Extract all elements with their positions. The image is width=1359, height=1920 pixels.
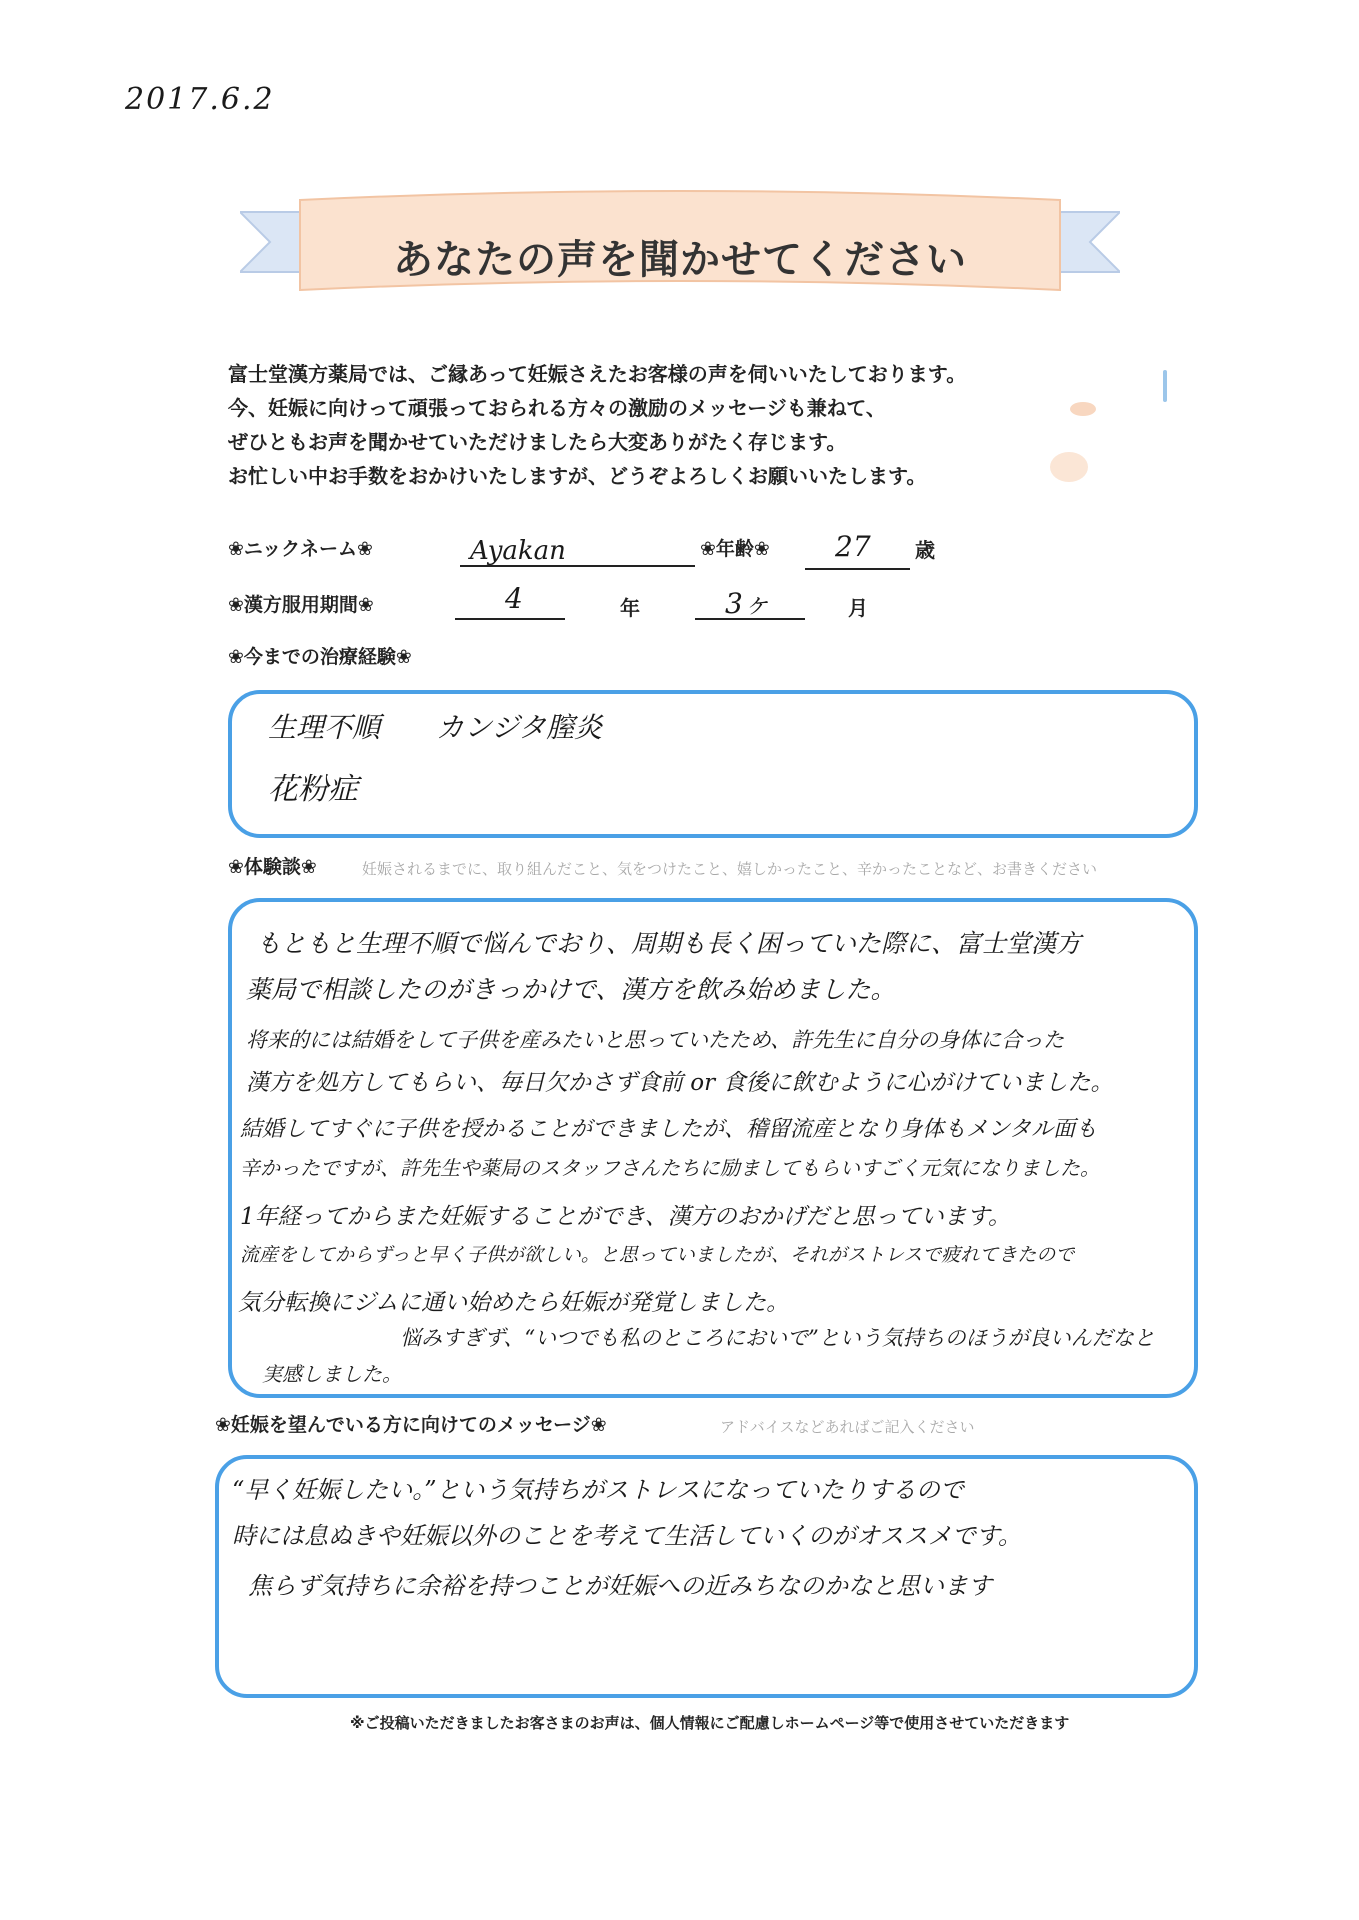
age-value: 27 (835, 530, 871, 563)
experience-line: 漢方を処方してもらい、毎日欠かさず食前 or 食後に飲むように心がけていました。 (246, 1070, 1114, 1096)
experience-line: 1年経ってからまた妊娠することができ、漢方のおかげだと思っています。 (240, 1204, 1011, 1230)
period-label: ❀漢方服用期間❀ (228, 594, 374, 616)
intro-line-1: 富士堂漢方薬局では、ご縁あって妊娠さえたお客様の声を伺いいたしております。 (228, 362, 967, 386)
message-line: 焦らず気持ちに余裕を持つことが妊娠への近みちなのかなと思います (248, 1572, 992, 1600)
age-unit: 歳 (915, 538, 935, 562)
year-unit: 年 (620, 596, 640, 620)
history-label: ❀今までの治療経験❀ (228, 646, 412, 668)
history-line-1: 生理不順 カンジタ膣炎 (268, 711, 603, 744)
experience-label: ❀体験談❀ (228, 856, 317, 878)
decoration-dot (1070, 402, 1096, 416)
intro-line-4: お忙しい中お手数をおかけいたしますが、どうぞよろしくお願いいたします。 (228, 464, 927, 488)
message-line: 時には息ぬきや妊娠以外のことを考えて生活していくのがオススメです。 (232, 1522, 1022, 1550)
experience-line: もともと生理不順で悩んでおり、周期も長く困っていた際に、富士堂漢方 (256, 929, 1082, 958)
experience-line: 流産をしてからずっと早く子供が欲しい。と思っていましたが、それがストレスで疲れてきたので (240, 1244, 1075, 1266)
message-line: “早く妊娠したい。”という気持ちがストレスになっていたりするので (232, 1476, 964, 1504)
experience-hint: 妊娠されるまでに、取り組んだこと、気をつけたこと、嬉しかったこと、辛かったことなど、お書きください (362, 860, 1098, 878)
experience-line: 辛かったですが、許先生や薬局のスタッフさんたちに励ましてもらいすごく元気になりました。 (240, 1156, 1100, 1180)
experience-line: 将来的には結婚をして子供を産みたいと思っていたため、許先生に自分の身体に合った (246, 1028, 1065, 1052)
date: 2017.6.2 (125, 82, 275, 117)
intro-line-3: ぜひともお声を聞かせていただけましたら大変ありがたく存じます。 (228, 430, 847, 454)
experience-line: 実感しました。 (262, 1362, 402, 1386)
experience-line: 結婚してすぐに子供を授かることができましたが、稽留流産となり身体もメンタル面も (240, 1117, 1098, 1142)
nickname-underline (460, 565, 695, 567)
period-years-value: 4 (505, 582, 523, 615)
message-label: ❀妊娠を望んでいる方に向けてのメッセージ❀ (215, 1414, 607, 1436)
period-years-underline (455, 618, 565, 620)
month-unit: 月 (848, 596, 868, 620)
nickname-value: Ayakan (470, 536, 566, 566)
footer-note: ※ご投稿いただきましたお客さまのお声は、個人情報にご配慮しホームページ等で使用させていただきます (350, 1714, 1070, 1732)
experience-line: 薬局で相談したのがきっかけで、漢方を飲み始めました。 (246, 975, 896, 1004)
experience-line: 悩みすぎず、“いつでも私のところにおいで”という気持ちのほうが良いんだなと (400, 1326, 1155, 1350)
period-months-value: 3ヶ (725, 587, 771, 620)
decoration-dot (1050, 452, 1088, 482)
experience-line: 気分転換にジムに通い始めたら妊娠が発覚しました。 (238, 1290, 790, 1316)
history-line-2: 花粉症 (268, 772, 358, 807)
period-months-underline (695, 618, 805, 620)
intro-line-2: 今、妊娠に向けって頑張っておられる方々の激励のメッセージも兼ねて、 (228, 396, 886, 420)
age-underline (805, 568, 910, 570)
decoration-line (1163, 370, 1167, 402)
message-hint: アドバイスなどあればご記入ください (720, 1418, 975, 1436)
page-title: あなたの声を聞かせてください (393, 237, 967, 283)
age-label: ❀年齢❀ (700, 538, 770, 560)
nickname-label: ❀ニックネーム❀ (228, 538, 373, 560)
